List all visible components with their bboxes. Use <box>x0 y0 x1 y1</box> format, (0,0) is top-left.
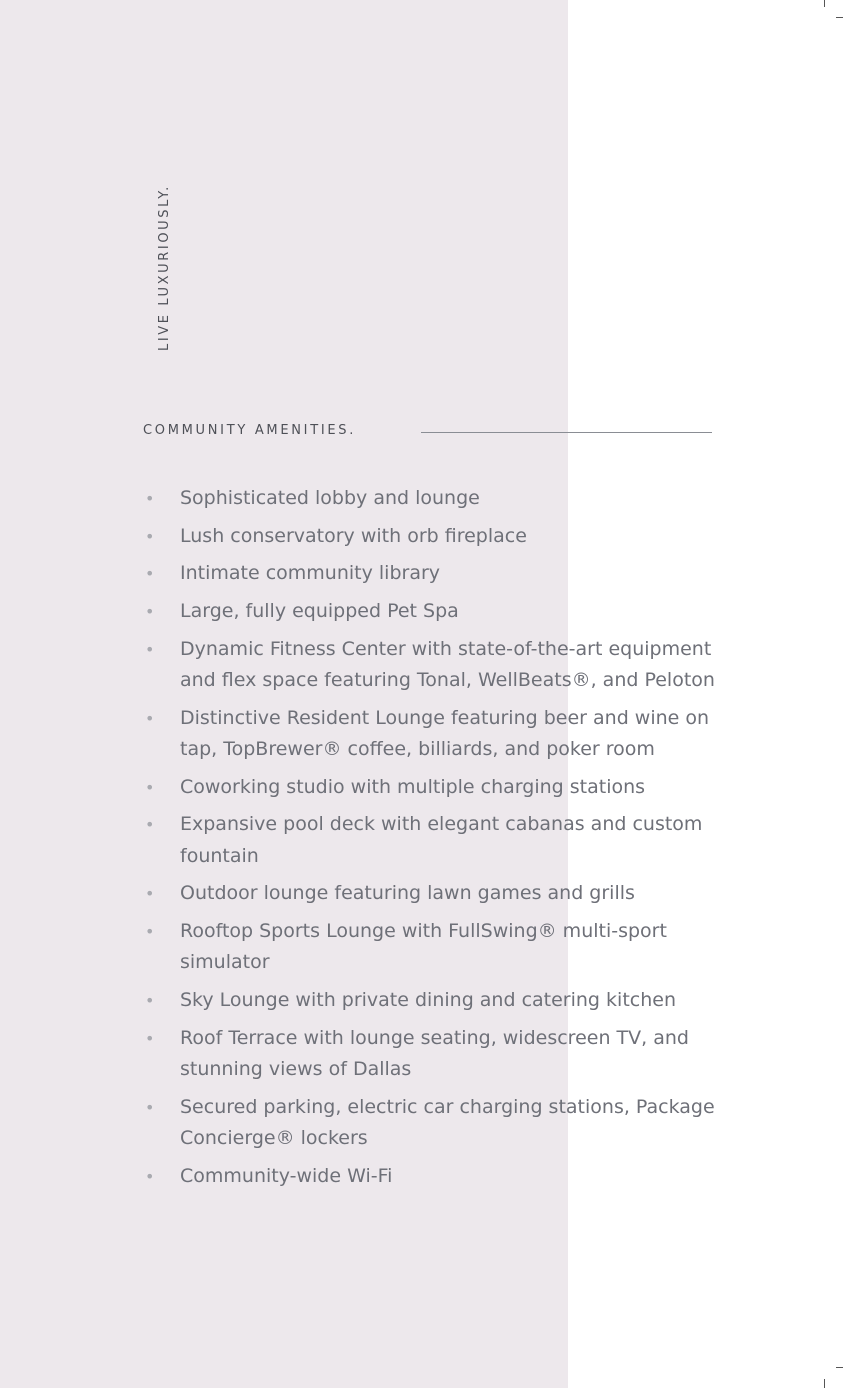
bullet-icon: • <box>145 639 155 659</box>
list-item <box>143 985 743 1016</box>
vertical-tagline: LIVE LUXURIOUSLY. <box>157 184 172 351</box>
bullet-icon: • <box>145 489 155 508</box>
amenities-list <box>143 483 743 1198</box>
list-item <box>143 1161 743 1192</box>
list-item <box>143 634 743 697</box>
amenity-text: Expansive pool deck with elegant cabanas and custom fountain <box>180 813 703 867</box>
bullet-icon: • <box>145 815 155 835</box>
list-item <box>143 483 743 514</box>
amenity-text: Distinctive Resident Lounge featuring beer and wine on tap, TopBrewer® coffee, billiards, and poker room <box>180 706 710 761</box>
crop-mark-top-right <box>836 17 843 18</box>
amenity-text: Coworking studio with multiple charging stations <box>180 775 646 798</box>
list-item <box>143 1092 743 1155</box>
bullet-icon: • <box>145 1028 155 1048</box>
amenity-text: Rooftop Sports Lounge with FullSwing® multi-sport simulator <box>180 920 667 974</box>
bullet-icon: • <box>145 564 155 584</box>
list-item <box>143 878 743 909</box>
amenity-text: Sky Lounge with private dining and catering kitchen <box>180 989 676 1012</box>
bullet-icon: • <box>145 922 155 942</box>
crop-mark-top <box>824 0 825 7</box>
list-item <box>143 521 743 552</box>
bullet-icon: • <box>145 708 155 728</box>
bullet-icon: • <box>145 991 155 1011</box>
amenity-text: Secured parking, electric car charging stations, Package Concierge® lockers <box>180 1095 715 1150</box>
amenity-text: Sophisticated lobby and lounge <box>180 487 480 509</box>
amenity-text: Outdoor lounge featuring lawn games and grills <box>180 882 635 905</box>
amenity-text: Community-wide Wi-Fi <box>180 1164 393 1187</box>
crop-mark-bottom-right <box>836 1367 843 1368</box>
list-item <box>143 558 743 589</box>
list-item <box>143 1023 743 1086</box>
bullet-icon: • <box>145 1097 155 1117</box>
amenity-text: Dynamic Fitness Center with state-of-the-art equipment and flex space featuring Tonal, WellBeats®, and Peloton <box>180 637 715 692</box>
list-item <box>143 703 743 766</box>
list-item <box>143 809 743 872</box>
bullet-icon: • <box>145 602 155 622</box>
crop-mark-bottom <box>824 1379 825 1388</box>
bullet-icon: • <box>145 884 155 904</box>
list-item <box>143 772 743 803</box>
amenity-text: Lush conservatory with orb fireplace <box>180 524 527 547</box>
amenity-text: Large, fully equipped Pet Spa <box>180 600 459 623</box>
title-divider <box>421 432 712 433</box>
amenity-text: Intimate community library <box>180 562 441 585</box>
bullet-icon: • <box>145 777 155 797</box>
amenity-text: Roof Terrace with lounge seating, widescreen TV, and stunning views of Dallas <box>180 1026 689 1081</box>
bullet-icon: • <box>145 1166 155 1186</box>
section-title: COMMUNITY AMENITIES. <box>143 423 357 438</box>
list-item <box>143 596 743 627</box>
bullet-icon: • <box>145 526 155 546</box>
list-item <box>143 916 743 979</box>
